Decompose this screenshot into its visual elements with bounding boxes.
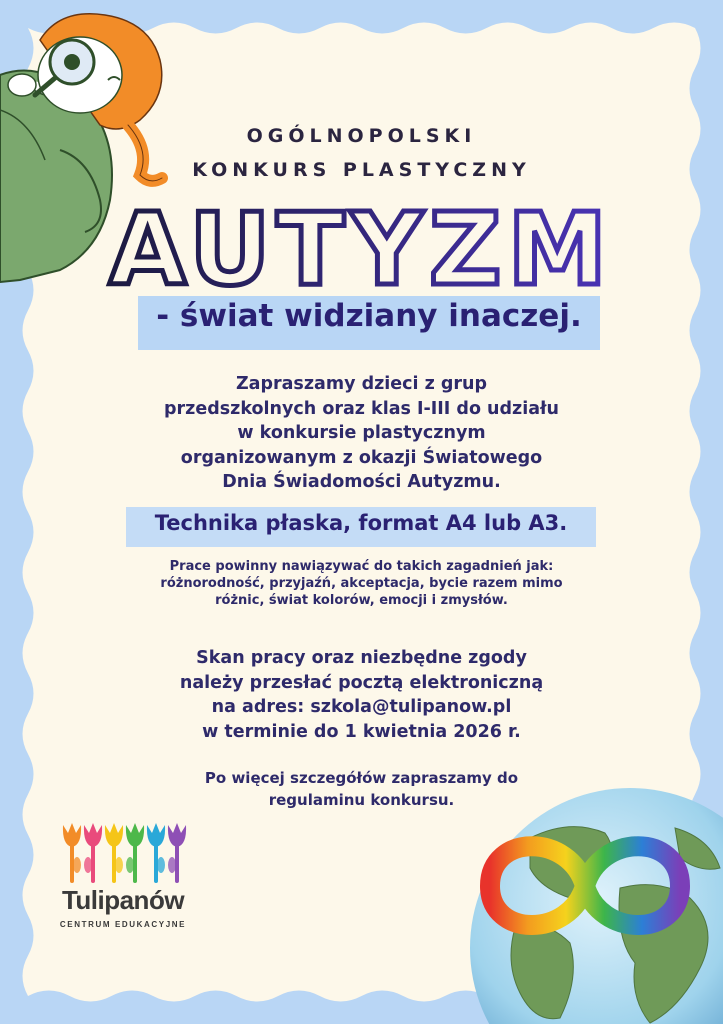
tulip-leaf [73,857,81,873]
tulip-flower [63,823,81,847]
technique-text: Technika płaska, format A4 lub A3. [154,511,568,535]
tulip-leaf [157,857,165,873]
submission-line: Skan pracy oraz niezbędne zgody [196,648,527,668]
main-title [0,196,723,296]
tulip-flower [84,823,102,847]
logo-name: Tulipanów [61,885,185,915]
globe-infinity-icon [420,778,723,1024]
topics-text [0,558,723,609]
more-info-line: regulaminu konkursu. [268,791,455,809]
logo-subtitle: CENTRUM EDUKACYJNE [59,920,187,929]
invitation-line: Dnia Świadomości Autyzmu. [222,472,501,492]
more-info-line: Po więcej szczegółów zapraszamy do [204,769,519,787]
tulip-flower [168,823,186,847]
tulip-logo-icon [60,815,190,887]
tulip-flower [105,823,123,847]
tagline: - świat widziany inaczej. [156,298,582,334]
invitation-line: Zapraszamy dzieci z grup [235,374,488,394]
tulip-flower [126,823,144,847]
submission-line: na adres: szkola@tulipanow.pl [211,697,512,717]
subtitle-line-2: KONKURS PLASTYCZNY [192,159,531,181]
tulip-leaf [115,857,123,873]
title-text: AUTYZM [108,196,614,296]
invitation-line: organizowanym z okazji Światowego [180,447,543,468]
topics-line: Prace powinny nawiązywać do takich zagadnień jak: [169,559,554,574]
submission-text [0,646,723,744]
topics-line: różnic, świat kolorów, emocji i zmysłów. [215,593,508,608]
tulip-leaf [168,857,176,873]
submission-line: w terminie do 1 kwietnia 2026 r. [202,721,521,742]
tulip-leaf [84,857,92,873]
invitation-line: przedszkolnych oraz klas I-III do udziału [164,398,559,419]
tulip-leaf [126,857,134,873]
submission-line: należy przesłać pocztą elektroniczną [179,672,544,693]
invitation-line: w konkursie plastycznym [237,423,486,443]
tulip-flower [147,823,165,847]
subtitle-line-1: OGÓLNOPOLSKI [246,125,477,147]
topics-line: różnorodność, przyjaźń, akceptacja, bycie razem mimo [160,576,563,591]
invitation-text [0,372,723,495]
